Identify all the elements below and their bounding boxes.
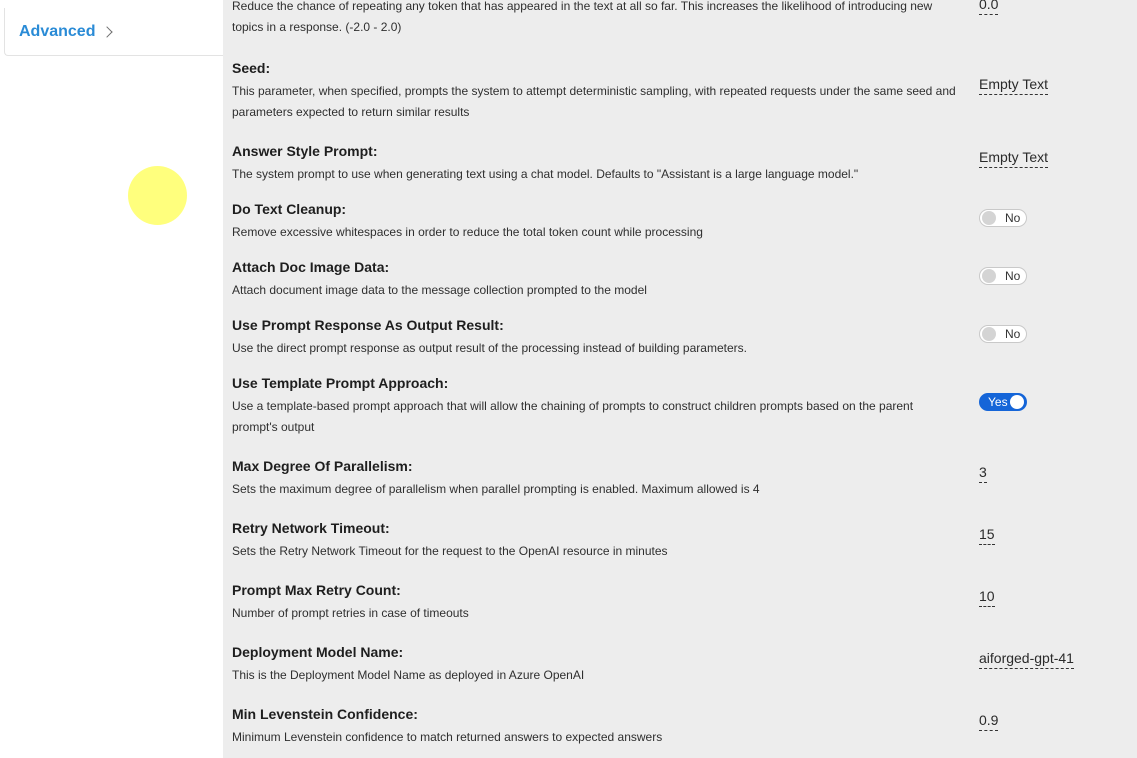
settings-panel — [223, 0, 1137, 758]
setting-description: Sets the Retry Network Timeout for the request to the OpenAI resource in minutes — [232, 544, 668, 558]
setting-description: Sets the maximum degree of parallelism when parallel prompting is enabled. Maximum allowed is 4 — [232, 482, 760, 496]
toggle-knob — [982, 269, 996, 283]
setting-description: Attach document image data to the message collection prompted to the model — [232, 283, 647, 297]
setting-description: Use a template-based prompt approach that will allow the chaining of prompts to construct children prompts based on the parent prompt's output — [232, 399, 914, 434]
setting-description: The system prompt to use when generating text using a chat model. Defaults to "Assistant is a large language model." — [232, 167, 859, 181]
setting-description: Reduce the chance of repeating any token that has appeared in the text at all so far. This increases the likelihood of introducing new topics in a response. (-2.0 - 2.0) — [232, 0, 933, 34]
use-template-prompt-toggle[interactable] — [979, 393, 1027, 411]
setting-description: Remove excessive whitespaces in order to reduce the total token count while processing — [232, 225, 703, 239]
toggle-label: No — [1005, 269, 1021, 283]
setting-title: Min Levenstein Confidence: — [232, 706, 418, 722]
toggle-knob — [1010, 395, 1024, 409]
setting-title: Deployment Model Name: — [232, 644, 404, 660]
setting-title: Attach Doc Image Data: — [232, 259, 390, 275]
cursor-highlight — [128, 166, 187, 225]
setting-description: Minimum Levenstein confidence to match returned answers to expected answers — [232, 730, 663, 744]
toggle-knob — [982, 327, 996, 341]
min-levenstein-value[interactable]: 0.9 — [979, 712, 998, 731]
do-text-cleanup-toggle[interactable] — [979, 209, 1027, 227]
attach-doc-image-data-toggle[interactable] — [979, 267, 1027, 285]
toggle-label: No — [1005, 211, 1021, 225]
toggle-knob — [982, 211, 996, 225]
setting-description: Number of prompt retries in case of timeouts — [232, 606, 469, 620]
setting-title: Seed: — [232, 60, 271, 76]
setting-title: Retry Network Timeout: — [232, 520, 390, 536]
advanced-tab[interactable] — [4, 8, 223, 56]
max-degree-parallelism-value[interactable]: 3 — [979, 464, 987, 483]
setting-title: Use Template Prompt Approach: — [232, 375, 449, 391]
toggle-label: No — [1005, 327, 1021, 341]
setting-title: Answer Style Prompt: — [232, 143, 378, 159]
prompt-max-retry-value[interactable]: 10 — [979, 588, 995, 607]
advanced-tab-label: Advanced — [19, 22, 96, 40]
left-pane — [0, 0, 223, 758]
setting-description: This parameter, when specified, prompts the system to attempt deterministic sampling, with repeated requests under the same seed and parameters expected to return similar results — [232, 84, 956, 119]
deployment-model-name-value[interactable]: aiforged-gpt-41 — [979, 650, 1074, 669]
setting-title: Do Text Cleanup: — [232, 201, 347, 217]
seed-value[interactable]: Empty Text — [979, 76, 1048, 95]
retry-network-timeout-value[interactable]: 15 — [979, 526, 995, 545]
setting-description: Use the direct prompt response as output result of the processing instead of building parameters. — [232, 341, 747, 355]
presence-penalty-value[interactable]: 0.0 — [979, 0, 998, 15]
setting-title: Max Degree Of Parallelism: — [232, 458, 413, 474]
use-prompt-response-toggle[interactable] — [979, 325, 1027, 343]
chevron-right-icon — [102, 26, 113, 37]
setting-description: This is the Deployment Model Name as deployed in Azure OpenAI — [232, 668, 585, 682]
setting-title: Prompt Max Retry Count: — [232, 582, 401, 598]
toggle-label: Yes — [988, 395, 1008, 409]
setting-title: Use Prompt Response As Output Result: — [232, 317, 504, 333]
answer-style-prompt-value[interactable]: Empty Text — [979, 149, 1048, 168]
